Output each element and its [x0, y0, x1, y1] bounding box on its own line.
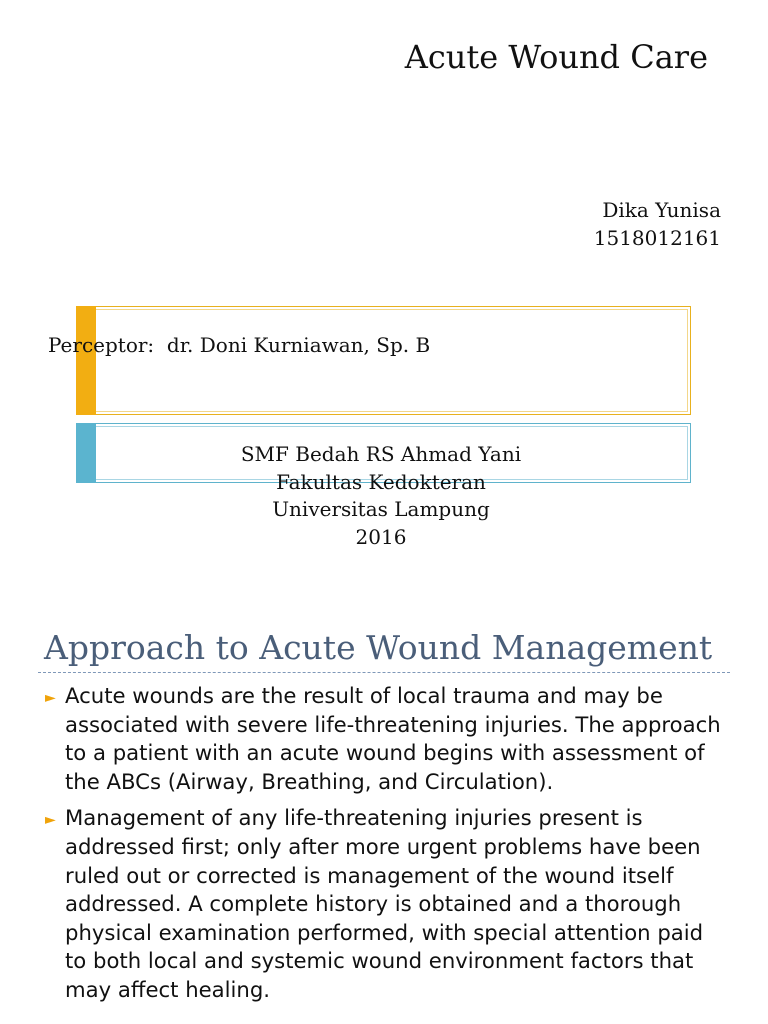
triangle-right-icon: ►	[45, 812, 56, 829]
bullet-text: Management of any life-threatening injuries present is addressed first; only after more urgent problems have been ruled out or corrected is management of the wound itself addressed. A complete history is obtained and a thorough physical examination performed, with special attention paid to both local and systemic wound environment factors that may affect healing.	[65, 805, 704, 1002]
author-name: Dika Yunisa	[602, 198, 721, 222]
bullet-list	[0, 682, 768, 1013]
title-divider	[38, 672, 730, 673]
affiliation-line: Fakultas Kedokteran	[276, 469, 486, 494]
perceptor-accent-bar	[76, 306, 96, 415]
affiliation-line: 2016	[355, 524, 407, 549]
triangle-right-icon: ►	[45, 690, 56, 706]
list-item	[0, 804, 768, 1004]
perceptor-box	[76, 306, 691, 415]
list-item	[0, 682, 768, 796]
content-slide	[0, 600, 768, 1024]
slide-title: Approach to Acute Wound Management	[44, 628, 713, 667]
author-block	[594, 196, 721, 252]
affiliation-line: SMF Bedah RS Ahmad Yani	[240, 442, 522, 466]
affiliation-block	[0, 441, 762, 551]
perceptor-text: Perceptor: dr. Doni Kurniawan, Sp. B	[48, 333, 431, 357]
slide-title: Acute Wound Care	[404, 38, 708, 76]
bullet-text: Acute wounds are the result of local trauma and may be associated with severe life-threatening injuries. The approach to a patient with an acute wound begins with assessment of the ABCs (Airway, Breathing, and Circulation).	[65, 683, 721, 794]
author-id: 1518012161	[593, 226, 721, 250]
affiliation-line: Universitas Lampung	[272, 497, 490, 521]
